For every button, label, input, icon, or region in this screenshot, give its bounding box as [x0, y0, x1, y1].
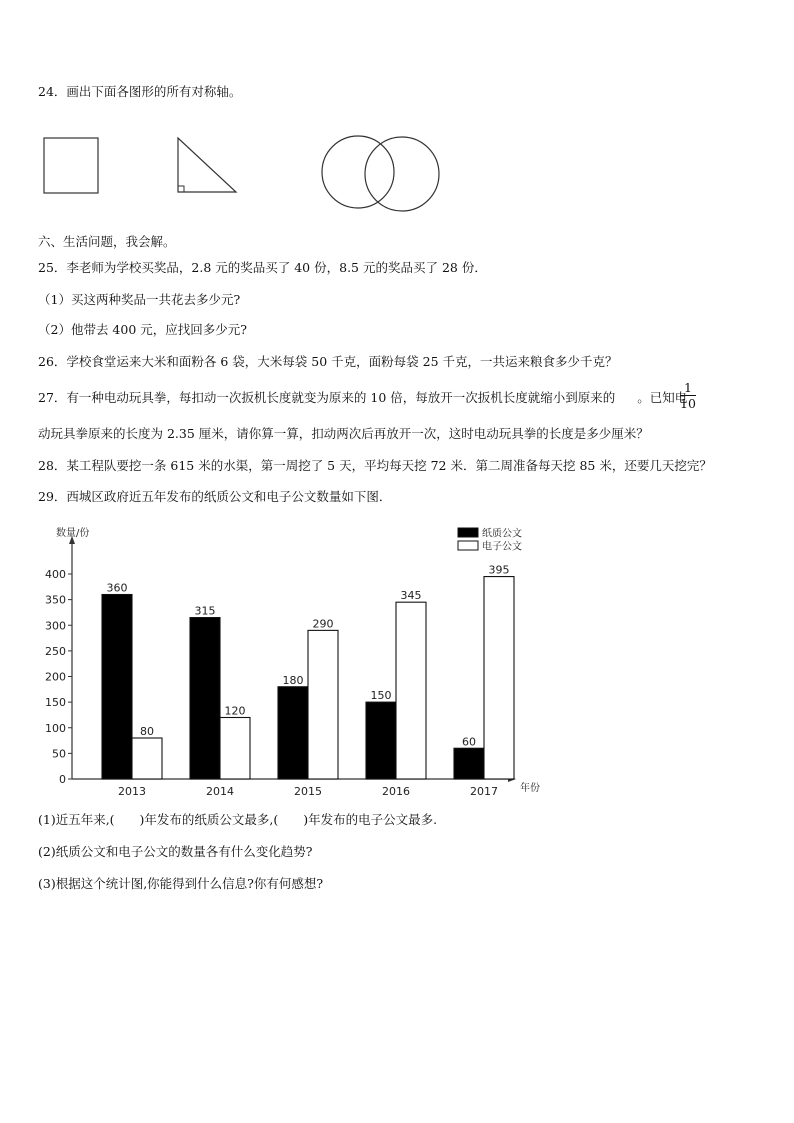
x-tick-label: 2013: [118, 785, 146, 798]
data-label: 345: [400, 589, 422, 603]
y-tick-label: 100: [45, 721, 66, 735]
data-label: 315: [194, 604, 216, 618]
bar-paper: [454, 748, 484, 779]
question-28: 28．某工程队要挖一条 615 米的水渠，第一周挖了 5 天，平均每天挖 72 米．第二周准备每天挖 85 米，还要几天挖完？: [38, 458, 712, 473]
x-axis-label: 年份: [520, 783, 540, 794]
question-27-part1: 27．有一种电动玩具拳，每扣动一次扳机长度就变为原来的 10 倍，每放开一次扳机长度就缩小到原来的: [38, 390, 616, 405]
bar-paper: [278, 687, 308, 779]
y-axis-label: 数量/份: [56, 528, 90, 539]
question-26: 26．学校食堂运来大米和面粉各 6 袋，大米每袋 50 千克，面粉每袋 25 千克，一共运来粮食多少千克？: [38, 354, 618, 369]
y-tick-label: 300: [45, 619, 66, 633]
legend-entry: 纸质公文: [482, 528, 522, 540]
fraction-numerator: 1: [680, 380, 696, 396]
y-tick-label: 350: [45, 593, 66, 607]
section-six-heading: 六、生活问题，我会解。: [38, 234, 176, 249]
y-tick-label: 150: [45, 696, 66, 710]
data-label: 150: [370, 689, 392, 703]
bar-paper: [366, 702, 396, 779]
y-tick-label: 250: [45, 644, 66, 658]
question-29-sub2: (2)纸质公文和电子公文的数量各有什么变化趋势?: [38, 844, 313, 859]
data-label: 395: [488, 563, 510, 577]
question-25-sub2: （2）他带去 400 元，应找回多少元?: [38, 322, 247, 337]
bar-electronic: [484, 577, 514, 779]
question-24: 24．画出下面各图形的所有对称轴。: [38, 84, 242, 99]
bar-electronic: [308, 630, 338, 779]
question-25: 25．李老师为学校买奖品，2.8 元的奖品买了 40 份，8.5 元的奖品买了 28 份．: [38, 260, 487, 275]
bar-paper: [190, 618, 220, 779]
square-figure: [44, 138, 98, 193]
data-label: 80: [140, 725, 154, 738]
bar-electronic: [396, 602, 426, 779]
data-label: 180: [282, 673, 304, 687]
fraction-one-tenth: [680, 380, 696, 411]
data-label: 60: [462, 735, 476, 749]
circle-left-figure: [322, 136, 394, 208]
question-27-line2: 动玩具拳原来的长度为 2.35 厘米，请你算一算，扣动两次后再放开一次，这时电动玩具拳的长度是多少厘米？: [38, 426, 649, 441]
x-tick-label: 2016: [382, 785, 410, 798]
right-triangle-figure: [178, 138, 236, 192]
fraction-denominator: 10: [680, 396, 696, 411]
y-tick-label: 200: [45, 670, 66, 684]
question-29-sub3: (3)根据这个统计图,你能得到什么信息?你有何感想?: [38, 876, 324, 891]
question-25-sub1: （1）买这两种奖品一共花去多少元?: [38, 292, 241, 307]
legend-entry: 电子公文: [482, 541, 522, 553]
question-27-part2: 。已知电: [637, 390, 688, 405]
x-tick-label: 2017: [470, 785, 498, 798]
x-tick-label: 2014: [206, 785, 234, 798]
bar-electronic: [132, 738, 162, 779]
question-27-line1: [38, 390, 687, 406]
question-29-sub1: (1)近五年来,( )年发布的纸质公文最多,( )年发布的电子公文最多.: [38, 812, 438, 827]
circle-right-figure: [365, 137, 439, 211]
bar-electronic: [220, 718, 250, 780]
question-29: 29．西城区政府近五年发布的纸质公文和电子公文数量如下图．: [38, 489, 392, 504]
symmetry-figures: [0, 120, 794, 220]
data-label: 290: [312, 617, 334, 631]
bar-chart: [30, 520, 550, 800]
legend-swatch: [458, 528, 478, 537]
data-label: 360: [106, 581, 128, 595]
legend-swatch: [458, 541, 478, 550]
data-label: 120: [224, 704, 246, 718]
y-tick-label: 400: [45, 568, 66, 581]
x-tick-label: 2015: [294, 785, 322, 798]
y-tick-label: 0: [59, 773, 66, 786]
bar-paper: [102, 595, 132, 780]
y-tick-label: 50: [52, 747, 66, 761]
